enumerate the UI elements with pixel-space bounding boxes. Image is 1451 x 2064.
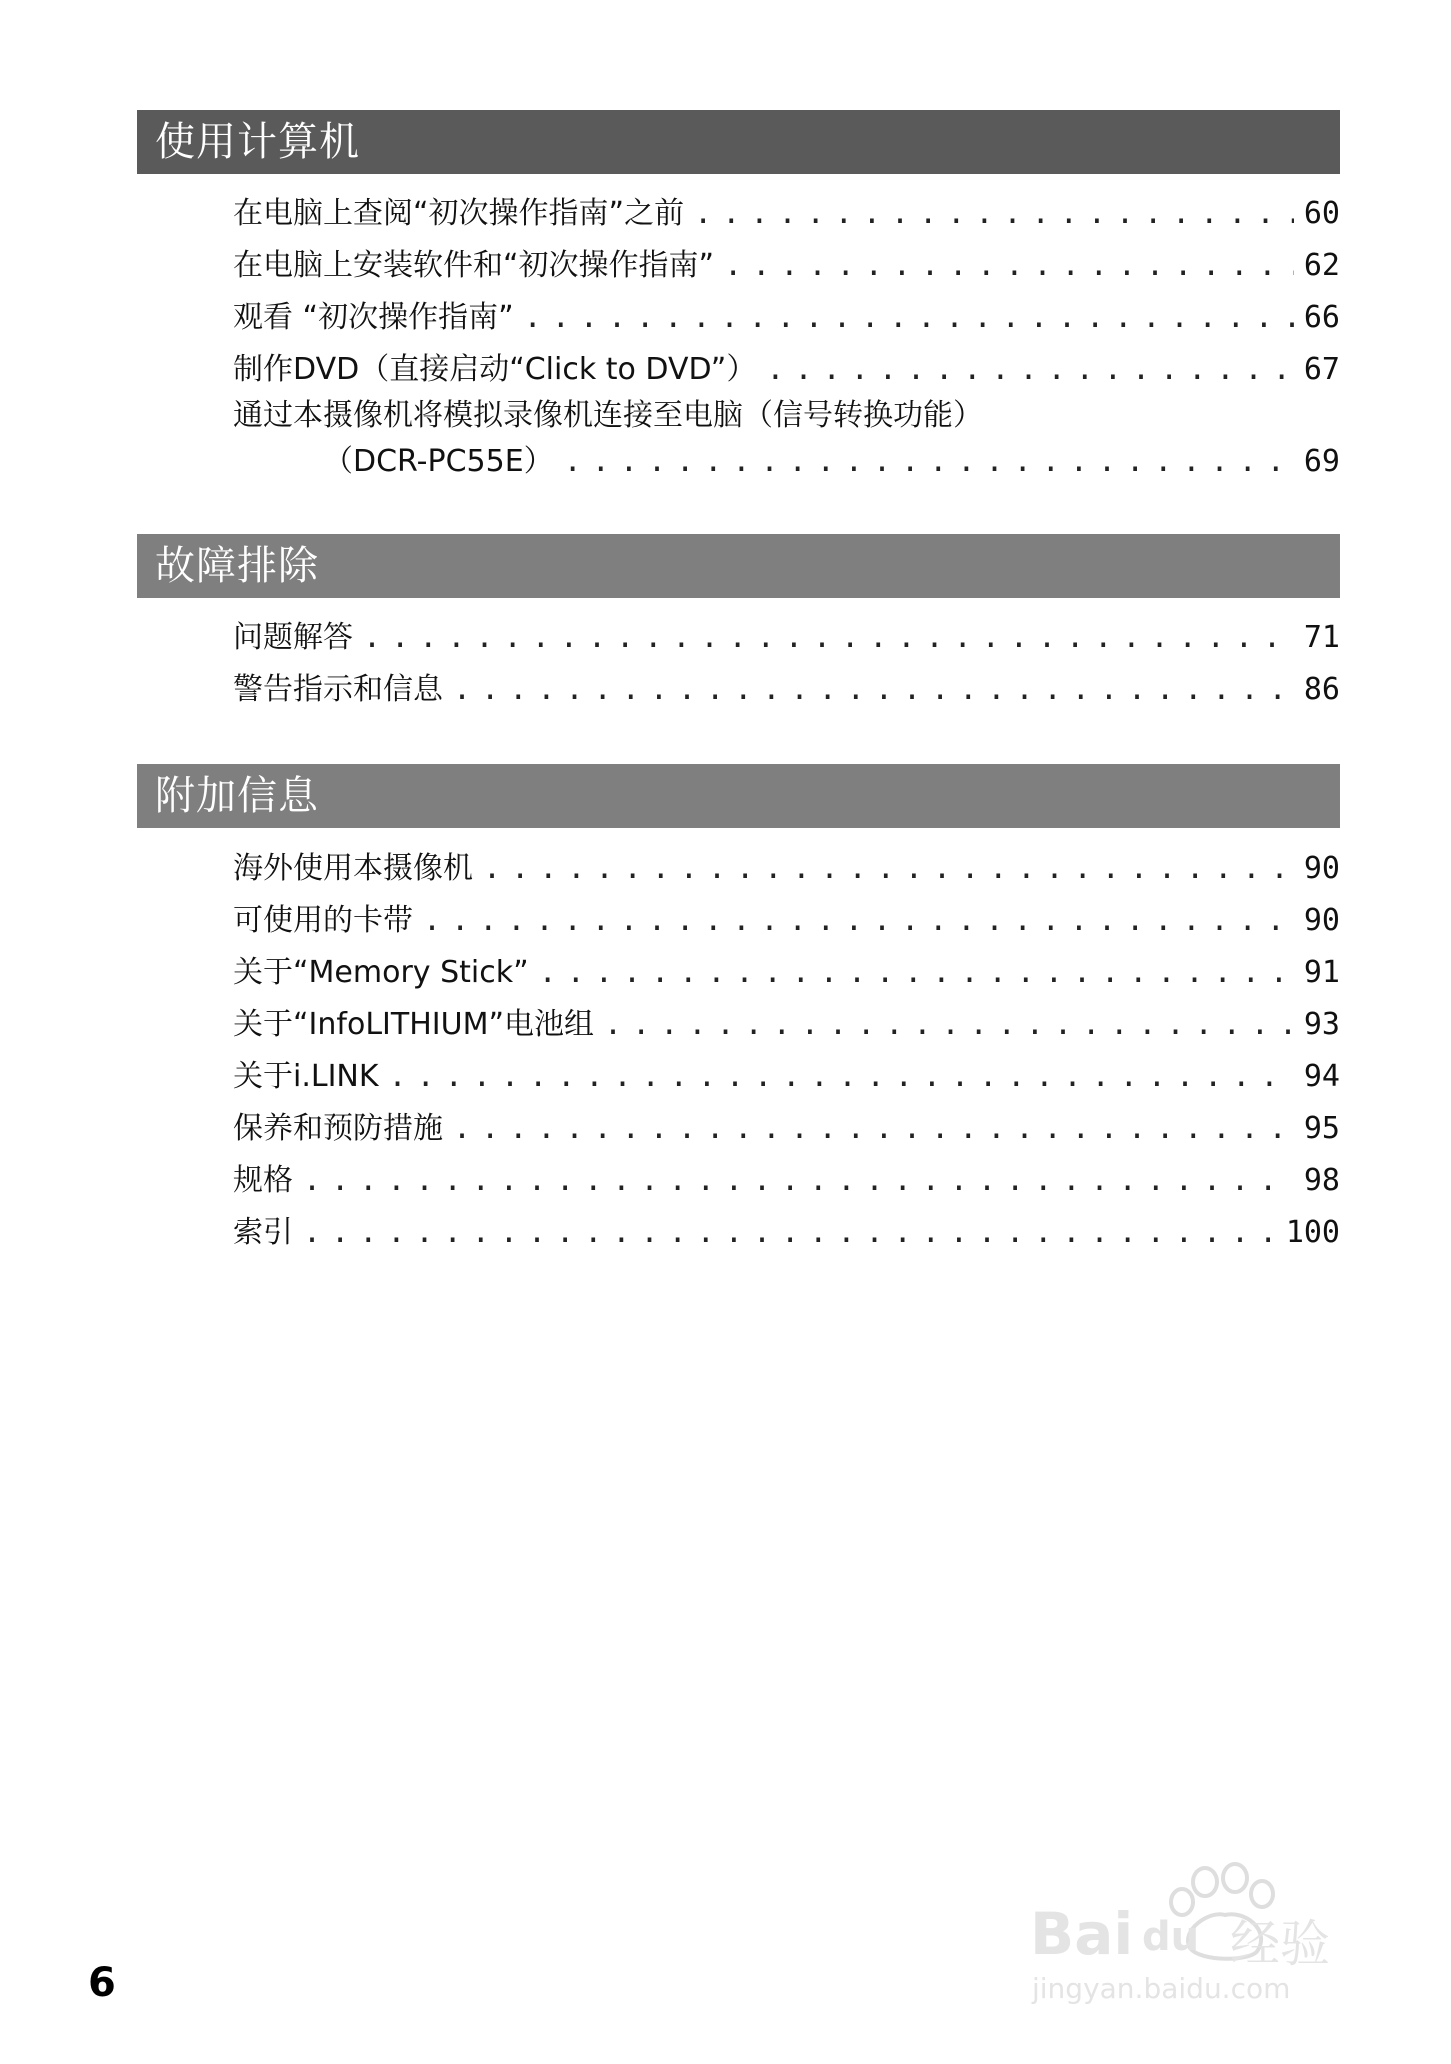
- toc-entry-page: 93: [1303, 1007, 1340, 1042]
- dot-leader: [303, 1207, 1276, 1259]
- toc-entry-continuation: [233, 436, 1340, 488]
- toc-entry-title: 规格: [233, 1163, 293, 1198]
- toc-entry-page: 86: [1303, 672, 1340, 707]
- toc-entry[interactable]: [233, 396, 1340, 488]
- toc-entry-page: 62: [1303, 248, 1340, 283]
- toc-list: [233, 843, 1340, 1259]
- dot-leader: [539, 947, 1294, 999]
- dot-leader: [363, 612, 1294, 664]
- toc-entry[interactable]: [233, 292, 1340, 344]
- page-number: 6: [88, 1960, 116, 2006]
- dot-leader: [524, 292, 1294, 344]
- toc-entry-title: 关于“Memory Stick”: [233, 955, 529, 990]
- dot-leader: [303, 1155, 1294, 1207]
- toc-entry-page: 90: [1303, 851, 1340, 886]
- toc-entry-page: 69: [1303, 444, 1340, 479]
- toc-list: [233, 188, 1340, 488]
- toc-entry[interactable]: [233, 895, 1340, 947]
- watermark-brand: Bai: [1030, 1900, 1134, 1968]
- toc-entry-page: 66: [1303, 300, 1340, 335]
- toc-entry[interactable]: [233, 240, 1340, 292]
- toc-entry-page: 71: [1303, 620, 1340, 655]
- toc-entry-page: 95: [1303, 1111, 1340, 1146]
- toc-entry[interactable]: [233, 344, 1340, 396]
- toc-entry-title: 通过本摄像机将模拟录像机连接至电脑（信号转换功能）: [233, 398, 983, 433]
- toc-entry-title: 问题解答: [233, 620, 353, 655]
- toc-entry[interactable]: [233, 188, 1340, 240]
- toc-entry[interactable]: [233, 843, 1340, 895]
- toc-entry-page: 100: [1285, 1215, 1340, 1250]
- dot-leader: [724, 240, 1294, 292]
- toc-entry-title: 制作DVD（直接启动“Click to DVD”）: [233, 352, 757, 387]
- toc-entry-page: 94: [1303, 1059, 1340, 1094]
- toc-entry-title: 关于“InfoLITHIUM”电池组: [233, 1007, 594, 1042]
- toc-entry[interactable]: [233, 664, 1340, 716]
- watermark-url: jingyan.baidu.com: [1032, 1972, 1291, 2005]
- toc-entry-page: 90: [1303, 903, 1340, 938]
- toc-entry-page: 91: [1303, 955, 1340, 990]
- toc-entry-title: 保养和预防措施: [233, 1111, 443, 1146]
- toc-entry-page: 67: [1303, 352, 1340, 387]
- toc-entry[interactable]: [233, 1207, 1340, 1259]
- toc-entry-title: 在电脑上安装软件和“初次操作指南”: [233, 248, 715, 283]
- toc-entry[interactable]: [233, 947, 1340, 999]
- toc-entry[interactable]: [233, 612, 1340, 664]
- watermark-label: 经验: [1230, 1915, 1330, 1973]
- toc-entry-title: 海外使用本摄像机: [233, 851, 473, 886]
- toc-entry-title-line2: （DCR-PC55E）: [323, 444, 554, 479]
- toc-entry[interactable]: [233, 1051, 1340, 1103]
- dot-leader: [564, 436, 1294, 488]
- section-header: 附加信息: [137, 764, 1340, 828]
- watermark-brand-du: du: [1142, 1914, 1200, 1960]
- dot-leader: [766, 344, 1294, 396]
- toc-entry[interactable]: [233, 999, 1340, 1051]
- toc-entry-title: 可使用的卡带: [233, 903, 413, 938]
- dot-leader: [483, 843, 1294, 895]
- section-header: 使用计算机: [137, 110, 1340, 174]
- toc-entry[interactable]: [233, 1155, 1340, 1207]
- dot-leader: [604, 999, 1294, 1051]
- section-header: 故障排除: [137, 534, 1340, 598]
- dot-leader: [453, 1103, 1294, 1155]
- dot-leader: [453, 664, 1294, 716]
- toc-entry-title: 关于i.LINK: [233, 1059, 379, 1094]
- toc-entry-title: 索引: [233, 1215, 293, 1250]
- toc-entry-title: 警告指示和信息: [233, 672, 443, 707]
- toc-list: [233, 612, 1340, 716]
- baidu-watermark: [1030, 1860, 1370, 2010]
- dot-leader: [389, 1051, 1294, 1103]
- toc-entry-page: 98: [1303, 1163, 1340, 1198]
- toc-entry-title: 在电脑上查阅“初次操作指南”之前: [233, 196, 685, 231]
- dot-leader: [694, 188, 1294, 240]
- toc-entry[interactable]: [233, 1103, 1340, 1155]
- toc-entry-title: 观看 “初次操作指南”: [233, 300, 514, 335]
- dot-leader: [423, 895, 1294, 947]
- toc-entry-page: 60: [1303, 196, 1340, 231]
